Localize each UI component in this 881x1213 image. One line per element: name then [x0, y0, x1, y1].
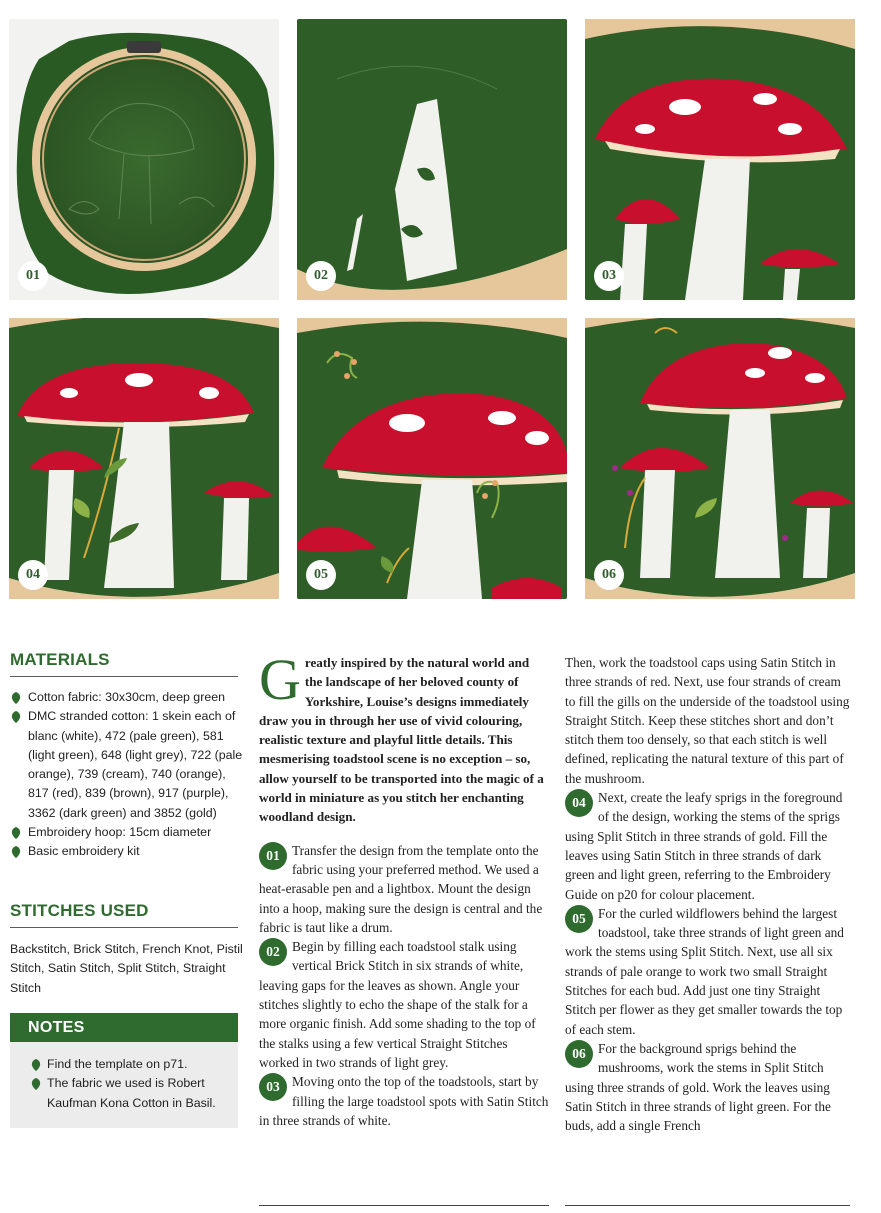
leaf-bullet-icon [10, 846, 22, 858]
stalk-stitching-illustration [297, 19, 567, 300]
wildflowers-illustration [297, 318, 567, 599]
material-item: DMC stranded cotton: 1 skein each of blanc (white), 472 (pale green), 581 (light green), 648 (light grey), 722 (pale orange), 739 (cream), 740 (orange), 817 (red), 839 (brown), 917 (purple), 3362 (dark green) and 3852 (gold) [10, 707, 246, 823]
notes-box [10, 1013, 238, 1128]
leaf-bullet-icon [30, 1078, 42, 1090]
step-badge: 03 [259, 1073, 287, 1101]
caps-stitching-illustration [585, 19, 855, 300]
column-3-bottom-rule [565, 1205, 850, 1206]
step-photo-06 [585, 318, 855, 599]
material-item: Basic embroidery kit [10, 842, 246, 861]
step-02: 02 Begin by filling each toadstool stalk using vertical Brick Stitch in six strands of white, leaving gaps for the leaves as shown. Angle your stitches slightly to echo the shape of the stalk for a more organic finish. Add some shading to the top of the stalks using a few vertical Straight Stitches worked in two strands of light grey. [259, 939, 536, 1070]
note-item: Find the template on p71. [20, 1055, 228, 1074]
step-04: 04 Next, create the leafy sprigs in the foreground of the design, working the stems of the sprigs using Split Stitch in three strands of gold. Fill the leaves using Satin Stitch in three strands of dark green and light green, referring to the Embroidery Guide on p20 for colour placement. [565, 790, 843, 902]
leaf-bullet-icon [30, 1059, 42, 1071]
leaf-bullet-icon [10, 692, 22, 704]
material-item: Cotton fabric: 30x30cm, deep green [10, 688, 246, 707]
instructions-column-3 [565, 653, 850, 1135]
step-badge: 01 [259, 842, 287, 870]
column-2-bottom-rule [259, 1205, 549, 1206]
notes-list [10, 1042, 238, 1113]
step-badge: 04 [565, 789, 593, 817]
step-number-badge: 01 [18, 261, 48, 291]
material-item: Embroidery hoop: 15cm diameter [10, 823, 246, 842]
materials-list [10, 688, 246, 862]
hoop-blank-illustration [9, 19, 279, 300]
step-photo-04 [9, 318, 279, 599]
step-photo-05 [297, 318, 567, 599]
materials-divider [10, 676, 238, 677]
step-badge: 06 [565, 1040, 593, 1068]
notes-heading: NOTES [10, 1013, 238, 1042]
step-photo-02 [297, 19, 567, 300]
step-06: 06 For the background sprigs behind the mushrooms, work the stems in Split Stitch using three strands of gold. Work the leaves using Satin Stitch in three strands of light green. For the buds, add a single French [565, 1040, 831, 1134]
finished-design-illustration [585, 318, 855, 599]
leafy-sprigs-illustration [9, 318, 279, 599]
drop-cap: G [259, 647, 301, 712]
step-photo-01 [9, 19, 279, 300]
leaf-bullet-icon [10, 711, 22, 723]
instructions-column-2 [259, 647, 549, 1130]
note-item: The fabric we used is Robert Kaufman Kona Cotton in Basil. [20, 1074, 228, 1113]
materials-heading: MATERIALS [10, 650, 110, 669]
step-03-continued: Then, work the toadstool caps using Satin Stitch in three strands of red. Next, use four strands of cream to fill the gills on the underside of the toadstool using Straight Stitch. Keep these stitches short and don’t stitch them too densely, so that each stitch is well defined, replicating the natural texture of this part of the mushroom. [565, 655, 850, 786]
leaf-bullet-icon [10, 827, 22, 839]
step-number-badge: 05 [306, 560, 336, 590]
step-05: 05 For the curled wildflowers behind the largest toadstool, take three strands of light green and work the stems using Split Stitch. Next, use all six strands of pale orange to work two small Straight Stitches for each bud. Add just one tiny Straight Stitch per flower as they get smaller towards the top of each stem. [565, 905, 844, 1037]
step-03: 03 Moving onto the top of the toadstools, start by filling the large toadstool spots with Satin Stitch in three strands of white. [259, 1074, 549, 1128]
stitches-text: Backstitch, Brick Stitch, French Knot, Pistil Stitch, Satin Stitch, Split Stitch, Straight Stitch [10, 942, 243, 995]
intro-paragraph: Greatly inspired by the natural world and the landscape of her beloved county of Yorkshire, Louise’s designs immediately draw you in through her use of vivid colouring, realistic texture and playful little details. This mesmerising toadstool scene is no exception – so, allow yourself to be transported into the magic of a world in miniature as you stitch her enchanting woodland design. [259, 647, 544, 825]
step-number-badge: 06 [594, 560, 624, 590]
step-badge: 02 [259, 938, 287, 966]
step-number-badge: 03 [594, 261, 624, 291]
step-photo-03 [585, 19, 855, 300]
step-number-badge: 04 [18, 560, 48, 590]
stitches-heading: STITCHES USED [10, 901, 149, 920]
stitches-divider [10, 927, 238, 928]
step-badge: 05 [565, 905, 593, 933]
step-01: 01 Transfer the design from the template onto the fabric using your preferred method. We used a heat-erasable pen and a lightbox. Mount the design into a hoop, making sure the design is central and the fabric is taut like a drum. [259, 842, 543, 935]
step-number-badge: 02 [306, 261, 336, 291]
